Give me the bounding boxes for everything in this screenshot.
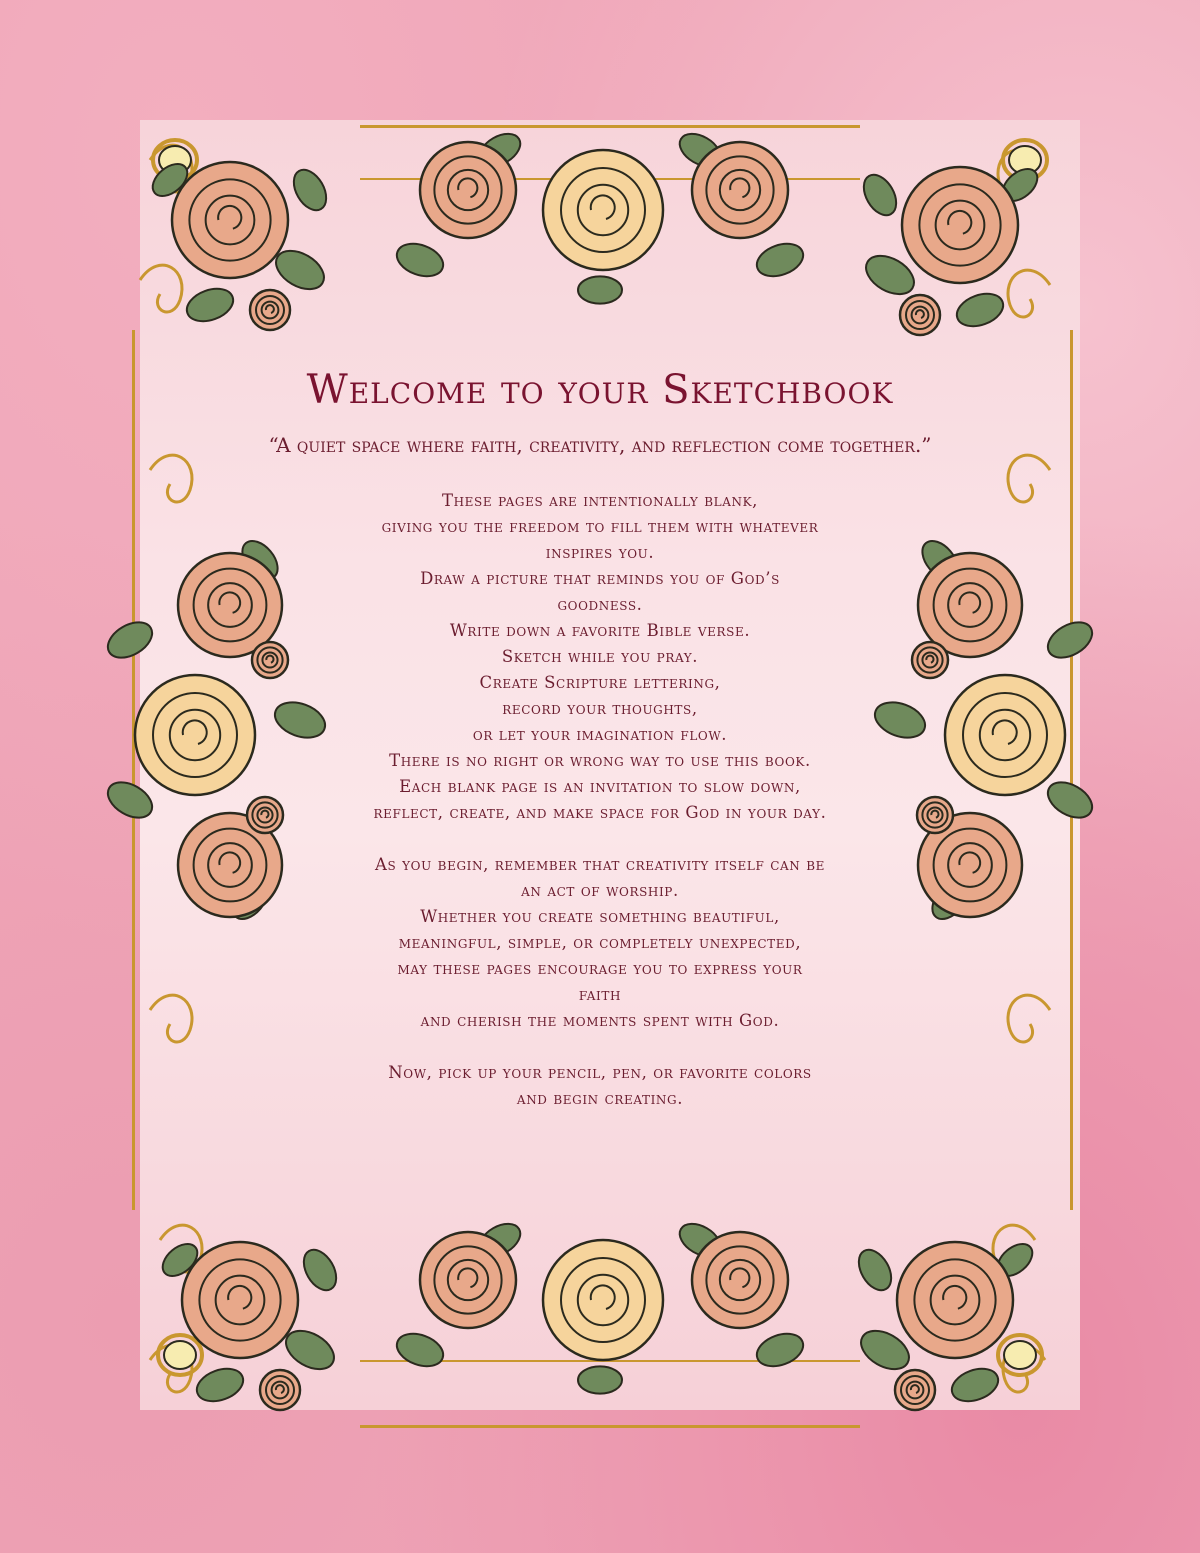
- leaf-ornament: [578, 276, 622, 303]
- leaf-ornament: [182, 283, 237, 327]
- leaf-ornament: [952, 288, 1007, 332]
- text-line: faith: [578, 985, 622, 1004]
- leaf-ornament: [947, 1363, 1002, 1407]
- text-line: Draw a picture that reminds you of God’s: [420, 569, 780, 588]
- gold-scroll-ornament: [1008, 995, 1050, 1042]
- text-line: reflect, create, and make space for God in your day.: [373, 803, 827, 822]
- gold-gem-ornament: [164, 1341, 196, 1369]
- page-title: Welcome to your Sketchbook: [306, 367, 894, 413]
- text-line: giving you the freedom to fill them with whatever: [381, 517, 819, 536]
- text-line: These pages are intentionally blank,: [442, 491, 758, 510]
- text-line: record your thoughts,: [502, 699, 698, 718]
- text-line: may these pages encourage you to express your: [397, 959, 803, 978]
- text-line: inspires you.: [545, 543, 655, 562]
- welcome-text-block: [240, 360, 960, 1138]
- leaf-ornament: [102, 615, 158, 665]
- paragraph-closing: [240, 1060, 960, 1112]
- text-line: There is no right or wrong way to use this book.: [389, 751, 811, 770]
- text-line: and begin creating.: [516, 1089, 684, 1108]
- text-line: and cherish the moments spent with God.: [420, 1011, 780, 1030]
- text-line: As you begin, remember that creativity itself can be: [374, 855, 826, 874]
- leaf-ornament: [752, 1328, 807, 1372]
- leaf-ornament: [1042, 775, 1098, 825]
- text-line: Whether you create something beautiful,: [420, 907, 780, 926]
- gold-gem-ornament: [1004, 1341, 1036, 1369]
- gold-scroll-ornament: [1008, 270, 1050, 317]
- text-line: Write down a favorite Bible verse.: [449, 621, 751, 640]
- paragraph-intro: [240, 488, 960, 826]
- text-line: Sketch while you pray.: [501, 647, 699, 666]
- leaf-ornament: [102, 775, 158, 825]
- leaf-ornament: [392, 238, 447, 282]
- subtitle-quote: “A quiet space where faith, creativity, and reflection come together.”: [268, 433, 932, 457]
- leaf-ornament: [1042, 615, 1098, 665]
- text-line: Each blank page is an invitation to slow down,: [399, 777, 801, 796]
- leaf-ornament: [287, 164, 333, 216]
- leaf-ornament: [852, 1244, 898, 1296]
- gold-scroll-ornament: [150, 995, 192, 1042]
- leaf-ornament: [578, 1366, 622, 1393]
- gold-scroll-ornament: [150, 455, 192, 502]
- text-line: or let your imagination flow.: [472, 725, 728, 744]
- leaf-ornament: [192, 1363, 247, 1407]
- leaf-ornament: [857, 169, 903, 221]
- gold-scroll-ornament: [140, 265, 182, 312]
- leaf-ornament: [297, 1244, 343, 1296]
- paragraph-worship: [240, 852, 960, 1034]
- text-line: an act of worship.: [521, 881, 679, 900]
- gold-scroll-ornament: [1008, 455, 1050, 502]
- leaf-ornament: [392, 1328, 447, 1372]
- text-line: goodness.: [557, 595, 643, 614]
- leaf-ornament: [752, 238, 807, 282]
- text-line: Now, pick up your pencil, pen, or favorite colors: [388, 1063, 812, 1082]
- text-line: Create Scripture lettering,: [479, 673, 721, 692]
- text-line: meaningful, simple, or completely unexpected,: [398, 933, 802, 952]
